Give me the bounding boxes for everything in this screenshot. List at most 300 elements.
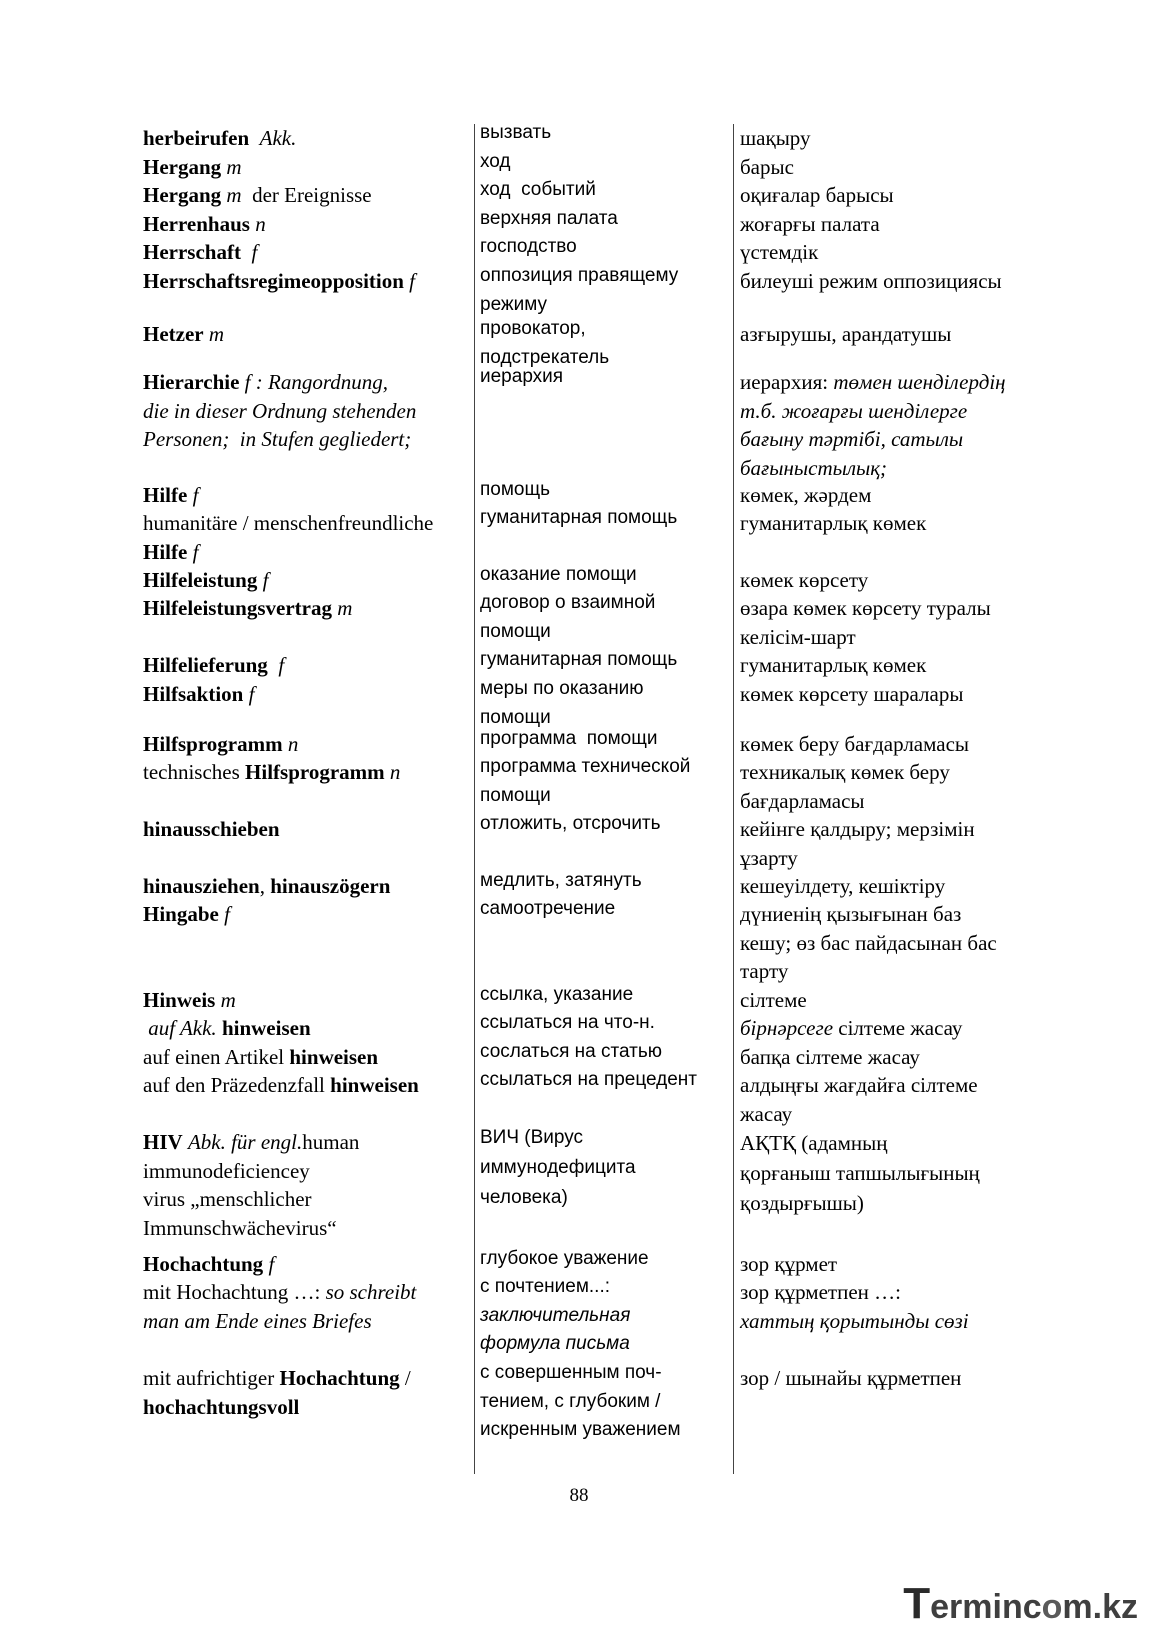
kazakh-translation-line [740,210,1050,239]
kazakh-translation [740,1043,1050,1072]
plain-text: оказание помощи [480,564,637,585]
plain-text: программа технической [480,756,691,777]
italic-note: т.б. жоғарғы шенділерге [740,398,968,423]
russian-translation-line [480,1273,730,1302]
plain-text: human [302,1130,360,1154]
headword-text: Herrschaft [143,240,241,264]
kazakh-translation-line [740,844,1050,873]
russian-translation [480,176,730,205]
plain-text: auf den Präzedenzfall [143,1073,331,1097]
plain-text: гуманитарная помощь [480,649,678,670]
headword-text: Hilfsaktion [143,682,244,706]
plain-text: искренным уважением [480,1419,681,1440]
german-term-line [143,210,468,239]
german-term-line [143,1043,468,1072]
plain-text: зор құрметпен …: [740,1280,901,1304]
german-term-line [143,425,468,454]
headword-text: hochachtungsvoll [143,1394,300,1419]
kazakh-translation [740,481,1050,510]
plain-text: , [259,874,271,898]
plain-text: гуманитарлық көмек [740,511,927,535]
plain-text: помощи [480,620,551,642]
plain-text: жоғарғы палата [740,212,880,236]
german-term [143,651,468,680]
headword-text: Hilfeleistung [143,568,258,592]
german-term [143,1071,468,1100]
italic-note: man am Ende eines Briefes [143,1308,372,1333]
headword-text: hinweisen [289,1045,379,1069]
plain-text: барыс [740,155,794,179]
russian-translation-line [480,589,730,618]
kazakh-translation-line [740,900,1050,929]
kazakh-translation [740,730,1050,759]
russian-translation-line [480,1330,730,1359]
kazakh-translation-line [740,1307,1050,1336]
kazakh-translation-line [740,509,1050,538]
russian-translation-line [480,476,730,505]
headword-text: Hilfe [143,539,188,564]
plain-text: медлить, затянуть [480,870,642,891]
italic-note: Personen; in Stufen gegliedert; [143,427,412,451]
plain-text: кейінге қалдыру; мерзімін [740,817,975,841]
plain-text: үстемдік [740,240,819,264]
headword-text: Hinweis [143,988,216,1012]
german-term [143,320,468,349]
plain-text: иерархия [480,366,564,387]
german-term-line [143,1157,468,1186]
kazakh-translation-line [740,425,1050,454]
kazakh-translation [740,680,1050,709]
russian-translation [480,205,730,234]
headword-text: hinweisen [221,1016,311,1040]
plain-text: mit Hochachtung …: [143,1280,326,1304]
kazakh-translation-line [740,1100,1050,1129]
kazakh-translation-line [740,1071,1050,1100]
kazakh-translation-line [740,124,1050,153]
kazakh-translation-line [740,1128,1050,1158]
kazakh-translation-line [740,986,1050,1015]
russian-translation-line [480,753,730,782]
page-number: 88 [569,1485,589,1506]
plain-text: оппозиция правящему [480,265,679,286]
kazakh-translation [740,594,1050,651]
plain-text: көмек беру бағдарламасы [740,732,970,756]
italic-note: хаттың қорытынды сөзі [740,1308,969,1333]
headword-text: Hilfe [143,483,188,507]
german-term-line [143,872,468,901]
russian-translation-line [480,1038,730,1067]
german-term-line [143,1214,468,1243]
german-term-line [143,238,468,267]
watermark-logo [903,1579,1138,1629]
plain-text: ход [480,151,511,172]
german-term-line [143,1071,468,1100]
kazakh-translation [740,986,1050,1015]
kazakh-translation-line [740,153,1050,182]
plain-text: тением, с глубоким / [480,1390,661,1412]
headword-text: hinauszögern [270,874,391,898]
kazakh-translation-line [740,623,1050,652]
headword-text: Hilfsprogramm [143,732,283,756]
russian-translation-line [480,675,730,704]
russian-translation-line [480,895,730,924]
russian-translation-line [480,315,730,344]
plain-text: Immunschwächevirus“ [143,1215,337,1240]
kazakh-translation [740,320,1050,349]
italic-note: f [268,1252,275,1276]
russian-translation-line [480,618,730,647]
kazakh-translation-line [740,929,1050,958]
kazakh-translation-line [740,730,1050,759]
russian-translation [480,753,730,810]
kazakh-translation-line [740,1364,1050,1393]
kazakh-translation-line [740,238,1050,267]
headword-text: hinausziehen [143,874,260,898]
plain-text: technisches [143,760,246,784]
italic-note: m [208,322,225,346]
italic-note: бірнәрсеге [740,1016,834,1040]
plain-text: өзара көмек көрсету туралы [740,596,991,620]
german-term [143,210,468,239]
german-term [143,238,468,267]
german-term [143,1364,468,1421]
plain-text: ссылка, указание [480,984,634,1005]
russian-translation-line [480,205,730,234]
plain-text: азғырушы, арандатушы [740,322,952,346]
russian-translation-line [480,1123,730,1153]
russian-translation-line [480,148,730,177]
kazakh-translation [740,238,1050,267]
german-term [143,509,468,566]
plain-text: auf einen Artikel [143,1045,290,1069]
italic-note: die in dieser Ordnung stehenden [143,398,417,423]
german-term [143,124,468,153]
russian-translation-line [480,646,730,675]
german-term-line [143,509,468,538]
headword-text: Hergang [143,183,222,207]
plain-text: с совершенным поч- [480,1362,662,1383]
italic-note: f [248,682,255,706]
plain-text: көмек көрсету шаралары [740,682,964,706]
italic-note: f [251,240,258,264]
kazakh-translation-line [740,758,1050,787]
russian-translation [480,148,730,177]
russian-translation-line [480,119,730,148]
russian-translation-line [480,363,730,392]
kazakh-translation-line [740,1250,1050,1279]
german-term [143,181,468,210]
russian-translation [480,119,730,148]
plain-text: договор о взаимной [480,592,656,613]
kazakh-translation [740,1128,1050,1218]
plain-text: көмек көрсету [740,568,869,592]
german-term [143,680,468,709]
column-divider-1 [474,124,475,1474]
german-term [143,368,468,454]
kazakh-translation-line [740,1188,1050,1218]
german-term [143,900,468,929]
italic-note: f [192,539,199,564]
kazakh-translation-line [740,267,1050,296]
plain-text: ссылаться на прецедент [480,1069,697,1090]
german-term [143,153,468,182]
german-term [143,267,468,296]
italic-note: f [224,902,230,926]
kazakh-translation [740,1014,1050,1043]
german-term [143,1250,468,1279]
russian-translation-line [480,1245,730,1274]
plain-text: гуманитарная помощь [480,507,678,528]
plain-text: / [399,1366,411,1390]
german-term-line [143,181,468,210]
russian-translation [480,867,730,896]
russian-translation-line [480,1388,730,1417]
kazakh-translation-line [740,397,1050,426]
kazakh-translation [740,181,1050,210]
russian-translation-line [480,504,730,533]
plain-text: mit aufrichtiger [143,1366,280,1390]
plain-text: помощь [480,479,551,500]
kazakh-translation [740,1278,1050,1335]
german-term [143,758,468,787]
russian-translation [480,646,730,675]
german-term-line [143,730,468,759]
italic-note: төмен шенділердің [833,370,1006,394]
german-term [143,815,468,844]
russian-translation [480,1009,730,1038]
plain-text: сілтеме [740,988,807,1012]
plain-text: ссылаться на что-н. [480,1012,655,1033]
german-term-line [143,815,468,844]
russian-translation [480,1359,730,1445]
german-term-line [143,758,468,787]
russian-translation [480,589,730,646]
german-term-line [143,397,468,426]
kazakh-translation [740,368,1050,482]
kazakh-translation-line [740,1278,1050,1307]
plain-text: зор құрмет [740,1252,838,1276]
headword-text: herbeirufen [143,126,250,150]
plain-text: гуманитарлық көмек [740,653,927,677]
russian-translation [480,1245,730,1274]
italic-note: бағыныстылық; [740,455,888,480]
plain-text: virus „menschlicher [143,1187,312,1211]
plain-text: меры по оказанию [480,678,644,699]
russian-translation [480,476,730,505]
russian-translation-line [480,810,730,839]
kazakh-translation-line [740,1158,1050,1188]
italic-note: f [192,483,199,507]
german-term [143,481,468,510]
headword-text: Hetzer [143,322,204,346]
plain-text: кешу; өз бас пайдасынан бас [740,930,997,955]
italic-note: f [278,653,285,677]
italic-note: f [409,269,416,293]
plain-text: помощи [480,784,551,806]
russian-translation [480,810,730,839]
russian-translation [480,1273,730,1359]
headword-text: Hergang [143,155,222,179]
kazakh-translation-line [740,651,1050,680]
kazakh-translation [740,566,1050,595]
plain-text: қорғаныш тапшылығының [740,1161,980,1185]
italic-note: m [226,155,242,179]
russian-translation [480,1038,730,1067]
german-term-line [143,900,468,929]
kazakh-translation [740,509,1050,538]
russian-translation-line [480,1302,730,1331]
plain-text: сослаться на статью [480,1041,663,1062]
german-term [143,1278,468,1335]
russian-translation-line [480,1183,730,1213]
russian-translation [480,675,730,732]
kazakh-translation-line [740,594,1050,623]
headword-text: Hilfeleistungsvertrag [143,596,332,620]
plain-text: техникалық көмек беру [740,760,950,784]
headword-text: Hingabe [143,902,219,926]
kazakh-translation [740,758,1050,815]
plain-text: самоотречение [480,898,616,919]
russian-translation-line [480,233,730,262]
column-divider-2 [733,124,734,1474]
russian-translation-line [480,561,730,590]
german-term [143,1014,468,1043]
plain-text: көмек, жәрдем [740,483,872,507]
plain-text: человека) [480,1187,568,1208]
plain-text: помощи [480,706,551,728]
russian-translation-line [480,1009,730,1038]
plain-text: иммунодефицита [480,1157,636,1178]
watermark-text-o: o [1041,1588,1063,1626]
plain-text: дүниенің қызығынан баз [740,902,962,926]
kazakh-translation-line [740,680,1050,709]
russian-translation [480,981,730,1010]
russian-translation-line [480,981,730,1010]
headword-text: Hierarchie [143,370,240,394]
german-term-line [143,566,468,595]
plain-text: иерархия: [740,370,834,394]
plain-text: глубокое уважение [480,1248,649,1269]
kazakh-translation [740,1071,1050,1128]
headword-text: Hochachtung [279,1366,400,1390]
german-term-line [143,1278,468,1307]
kazakh-translation-line [740,566,1050,595]
italic-note: f : Rangordnung, [244,370,388,394]
plain-text: қоздырғышы) [740,1191,864,1215]
german-term-line [143,320,468,349]
kazakh-translation-line [740,815,1050,844]
plain-text [268,653,279,677]
german-term [143,566,468,595]
italic-note: auf Akk. [143,1016,217,1040]
kazakh-translation [740,153,1050,182]
italic-note: m [337,596,353,620]
headword-text: Hilfelieferung [143,653,268,677]
german-term-line [143,1307,468,1336]
plain-text: зор / шынайы құрметпен [740,1366,962,1390]
plain-text: ход событий [480,179,596,200]
italic-note: n [389,760,401,784]
russian-translation [480,725,730,754]
plain-text: билеуші режим оппозициясы [740,269,1002,293]
plain-text: der Ereignisse [241,183,372,207]
kazakh-translation-line [740,872,1050,901]
german-term-line [143,124,468,153]
russian-translation [480,561,730,590]
headword-text: Hilfsprogramm [245,760,385,784]
russian-translation-line [480,867,730,896]
plain-text: шақыру [740,126,811,150]
plain-text: АҚТҚ (адамның [740,1131,888,1155]
kazakh-translation-line [740,454,1050,483]
plain-text: тарту [740,959,789,983]
italic-note: m [220,988,236,1012]
german-term-line [143,680,468,709]
russian-translation-line [480,782,730,811]
russian-translation [480,233,730,262]
german-term-line [143,1128,468,1157]
russian-translation-line [480,262,730,291]
german-term-line [143,1364,468,1393]
watermark-text-a: erminc [930,1588,1042,1626]
russian-translation-line [480,1066,730,1095]
russian-translation-line [480,725,730,754]
plain-text: ұзарту [740,845,798,870]
kazakh-translation-line [740,481,1050,510]
plain-text: программа помощи [480,728,658,749]
plain-text: кешеуілдету, кешіктіру [740,874,946,898]
russian-translation-line [480,1359,730,1388]
kazakh-translation [740,872,1050,901]
kazakh-translation [740,651,1050,680]
kazakh-translation-line [740,368,1050,397]
italic-note: so schreibt [325,1280,417,1304]
kazakh-translation-line [740,1043,1050,1072]
russian-translation-line [480,1416,730,1445]
headword-text: HIV [143,1130,183,1154]
italic-note: f [262,568,269,592]
italic-note: формула письма [480,1333,630,1354]
german-term [143,986,468,1015]
headword-text: Herrschaftsregimeopposition [143,269,404,293]
german-term-line [143,368,468,397]
russian-translation [480,1123,730,1213]
russian-translation [480,363,730,392]
kazakh-translation [740,1250,1050,1279]
plain-text: жасау [740,1101,793,1126]
headword-text: Herrenhaus [143,212,250,236]
german-term-line [143,986,468,1015]
german-term [143,730,468,759]
german-term-line [143,267,468,296]
plain-text: immunodeficiencey [143,1158,310,1183]
plain-text: алдыңғы жағдайға сілтеме [740,1073,978,1097]
italic-note: n [255,212,266,236]
plain-text: режиму [480,293,548,315]
german-term [143,872,468,901]
kazakh-translation-line [740,787,1050,816]
plain-text: отложить, отсрочить [480,813,661,834]
kazakh-translation [740,900,1050,986]
german-term-line [143,1185,468,1214]
russian-translation [480,895,730,924]
plain-text [249,126,260,150]
russian-translation [480,1066,730,1095]
russian-translation-line [480,1153,730,1183]
german-term-line [143,481,468,510]
italic-note: m [226,183,242,207]
italic-note: n [287,732,299,756]
